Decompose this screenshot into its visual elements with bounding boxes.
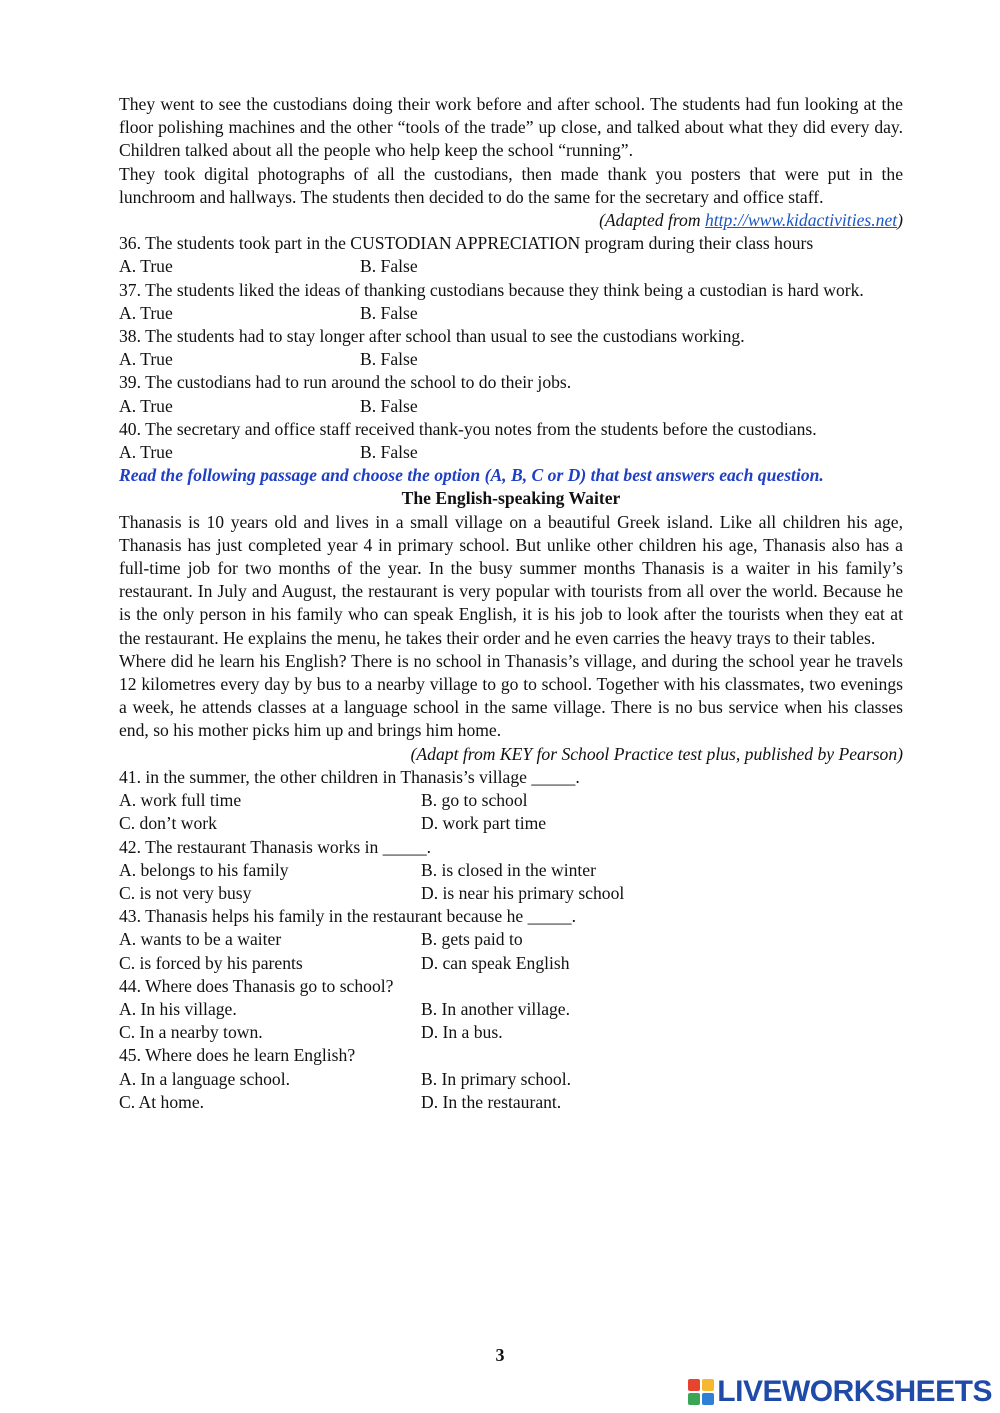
brand-name: LIVEWORKSHEETS [717,1375,992,1408]
source-citation [119,209,903,232]
question-36: 36. The students took part in the CUSTODIAN APPRECIATION program during their class hours [119,233,814,254]
option-a[interactable]: A. belongs to his family [119,859,289,880]
answer-row-37 [119,302,903,325]
question-40: 40. The secretary and office staff received thank-you notes from the students before the custodians. [119,418,817,439]
option-b[interactable]: B. go to school [421,790,528,811]
passage-paragraph: Where did he learn his English? There is no school in Thanasis’s village, and during the school year he travels 12 kilometres every day by bus to a nearby village to go to school. Together with his classmates, two evenings a week, he attends classes at a language school in the same village. There is no bus service when his classes end, so his mother picks him up and brings him home. [119,650,903,741]
answer-row-40 [119,441,903,464]
option-false[interactable]: B. False [360,395,418,416]
answer-row-39 [119,395,903,418]
source-citation: (Adapt from KEY for School Practice test plus, published by Pearson) [410,743,903,764]
option-c[interactable]: C. don’t work [119,813,217,834]
question-41: 41. in the summer, the other children in Thanasis’s village _____. [119,766,580,787]
answer-row [119,952,903,975]
question-39: 39. The custodians had to run around the school to do their jobs. [119,372,572,393]
answer-row [119,812,903,835]
answer-row [119,1091,903,1114]
source-link[interactable]: http://www.kidactivities.net [704,210,898,231]
page-number: 3 [495,1345,505,1365]
option-true[interactable]: A. True [119,349,173,370]
option-true[interactable]: A. True [119,395,173,416]
option-a[interactable]: A. wants to be a waiter [119,929,282,950]
passage-paragraph: They took digital photographs of all the custodians, then made thank you posters that were put in the lunchroom and hallways. The students then decided to do the same for the secretary and office staff. [119,163,903,207]
option-d[interactable]: D. is near his primary school [421,882,625,903]
option-a[interactable]: A. work full time [119,790,242,811]
instruction: Read the following passage and choose the option (A, B, C or D) that best answers each question. [119,465,824,486]
option-c[interactable]: C. is not very busy [119,882,252,903]
option-a[interactable]: A. In his village. [119,998,237,1019]
option-b[interactable]: B. In primary school. [421,1068,572,1089]
option-b[interactable]: B. is closed in the winter [421,859,596,880]
question-37: 37. The students liked the ideas of thanking custodians because they think being a custodian is hard work. [119,279,864,300]
passage-paragraph: Thanasis is 10 years old and lives in a small village on a beautiful Greek island. Like all children his age, Thanasis has just completed year 4 in primary school. But unlike other children his age, Thanasis also has a full-time job for two months of the year. In the busy summer months Thanasis is a waiter in his family’s restaurant. In July and August, the restaurant is very popular with tourists from all over the world. Because he is the only person in his family who can speak English, it is his job to look after the tourists when they eat at the restaurant. He explains the menu, he takes their order and he even carries the heavy trays to their tables. [119,511,903,648]
option-c[interactable]: C. is forced by his parents [119,952,303,973]
question-42: 42. The restaurant Thanasis works in _____. [119,836,432,857]
passage-paragraph: They went to see the custodians doing their work before and after school. The students had fun looking at the floor polishing machines and the other “tools of the trade” up close, and talked about what they did every day. Children talked about all the people who help keep the school “running”. [119,94,903,161]
option-true[interactable]: A. True [119,302,173,323]
source-prefix: (Adapted from [599,210,705,231]
passage-title: The English-speaking Waiter [401,488,621,509]
option-b[interactable]: B. gets paid to [421,929,523,950]
option-d[interactable]: D. In a bus. [421,1022,503,1043]
option-b[interactable]: B. In another village. [421,998,571,1019]
option-d[interactable]: D. In the restaurant. [421,1091,562,1112]
option-false[interactable]: B. False [360,349,418,370]
liveworksheets-logo[interactable] [688,1376,992,1408]
question-38: 38. The students had to stay longer after school than usual to see the custodians working. [119,326,745,347]
source-suffix: ) [897,210,903,231]
option-true[interactable]: A. True [119,256,173,277]
answer-row [119,859,903,882]
option-c[interactable]: C. At home. [119,1091,205,1112]
option-false[interactable]: B. False [360,442,418,463]
option-c[interactable]: C. In a nearby town. [119,1022,263,1043]
question-44: 44. Where does Thanasis go to school? [119,975,394,996]
question-45: 45. Where does he learn English? [119,1045,356,1066]
option-a[interactable]: A. In a language school. [119,1068,290,1089]
answer-row-36 [119,255,903,278]
worksheet-page [119,93,903,1114]
liveworksheets-logo-icon [688,1379,714,1405]
option-false[interactable]: B. False [360,256,418,277]
answer-row-38 [119,348,903,371]
option-true[interactable]: A. True [119,442,173,463]
question-43: 43. Thanasis helps his family in the restaurant because he _____. [119,906,576,927]
answer-row [119,882,903,905]
option-d[interactable]: D. can speak English [421,952,570,973]
option-d[interactable]: D. work part time [421,813,547,834]
answer-row [119,928,903,951]
answer-row [119,998,903,1021]
answer-row [119,1021,903,1044]
answer-row [119,789,903,812]
answer-row [119,1068,903,1091]
option-false[interactable]: B. False [360,302,418,323]
